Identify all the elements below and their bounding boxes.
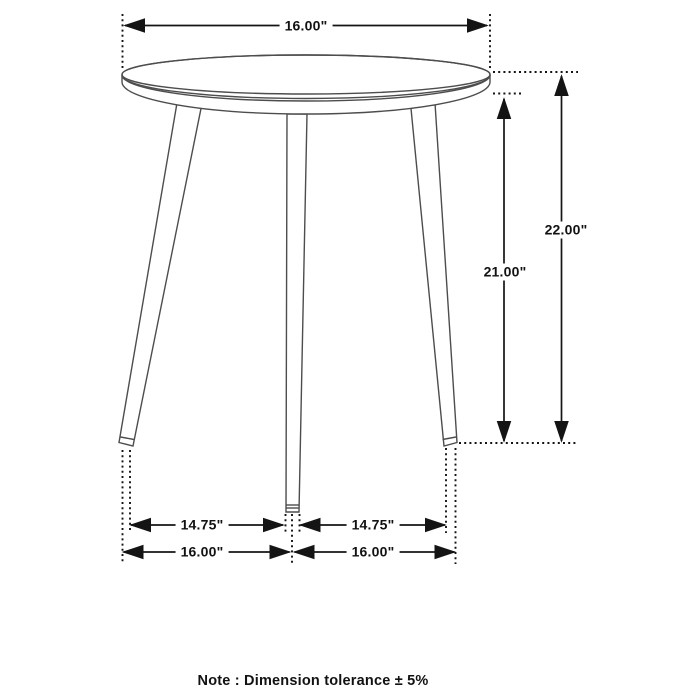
dim-label-overall-height: 22.00" <box>540 222 593 239</box>
table-drawing <box>119 55 490 512</box>
left-leg <box>119 103 201 446</box>
dim-label-leg-height: 21.00" <box>479 264 532 281</box>
center-leg <box>286 114 307 512</box>
dim-label-inner-spread-right: 14.75" <box>347 517 400 534</box>
dim-label-outer-spread-right: 16.00" <box>347 544 400 561</box>
tolerance-note: Note : Dimension tolerance ± 5% <box>197 673 429 689</box>
dim-label-outer-spread-left: 16.00" <box>176 544 229 561</box>
dim-label-inner-spread-left: 14.75" <box>176 517 229 534</box>
right-leg <box>411 103 457 446</box>
table-top <box>122 55 490 114</box>
dim-label-top-width: 16.00" <box>280 18 333 35</box>
